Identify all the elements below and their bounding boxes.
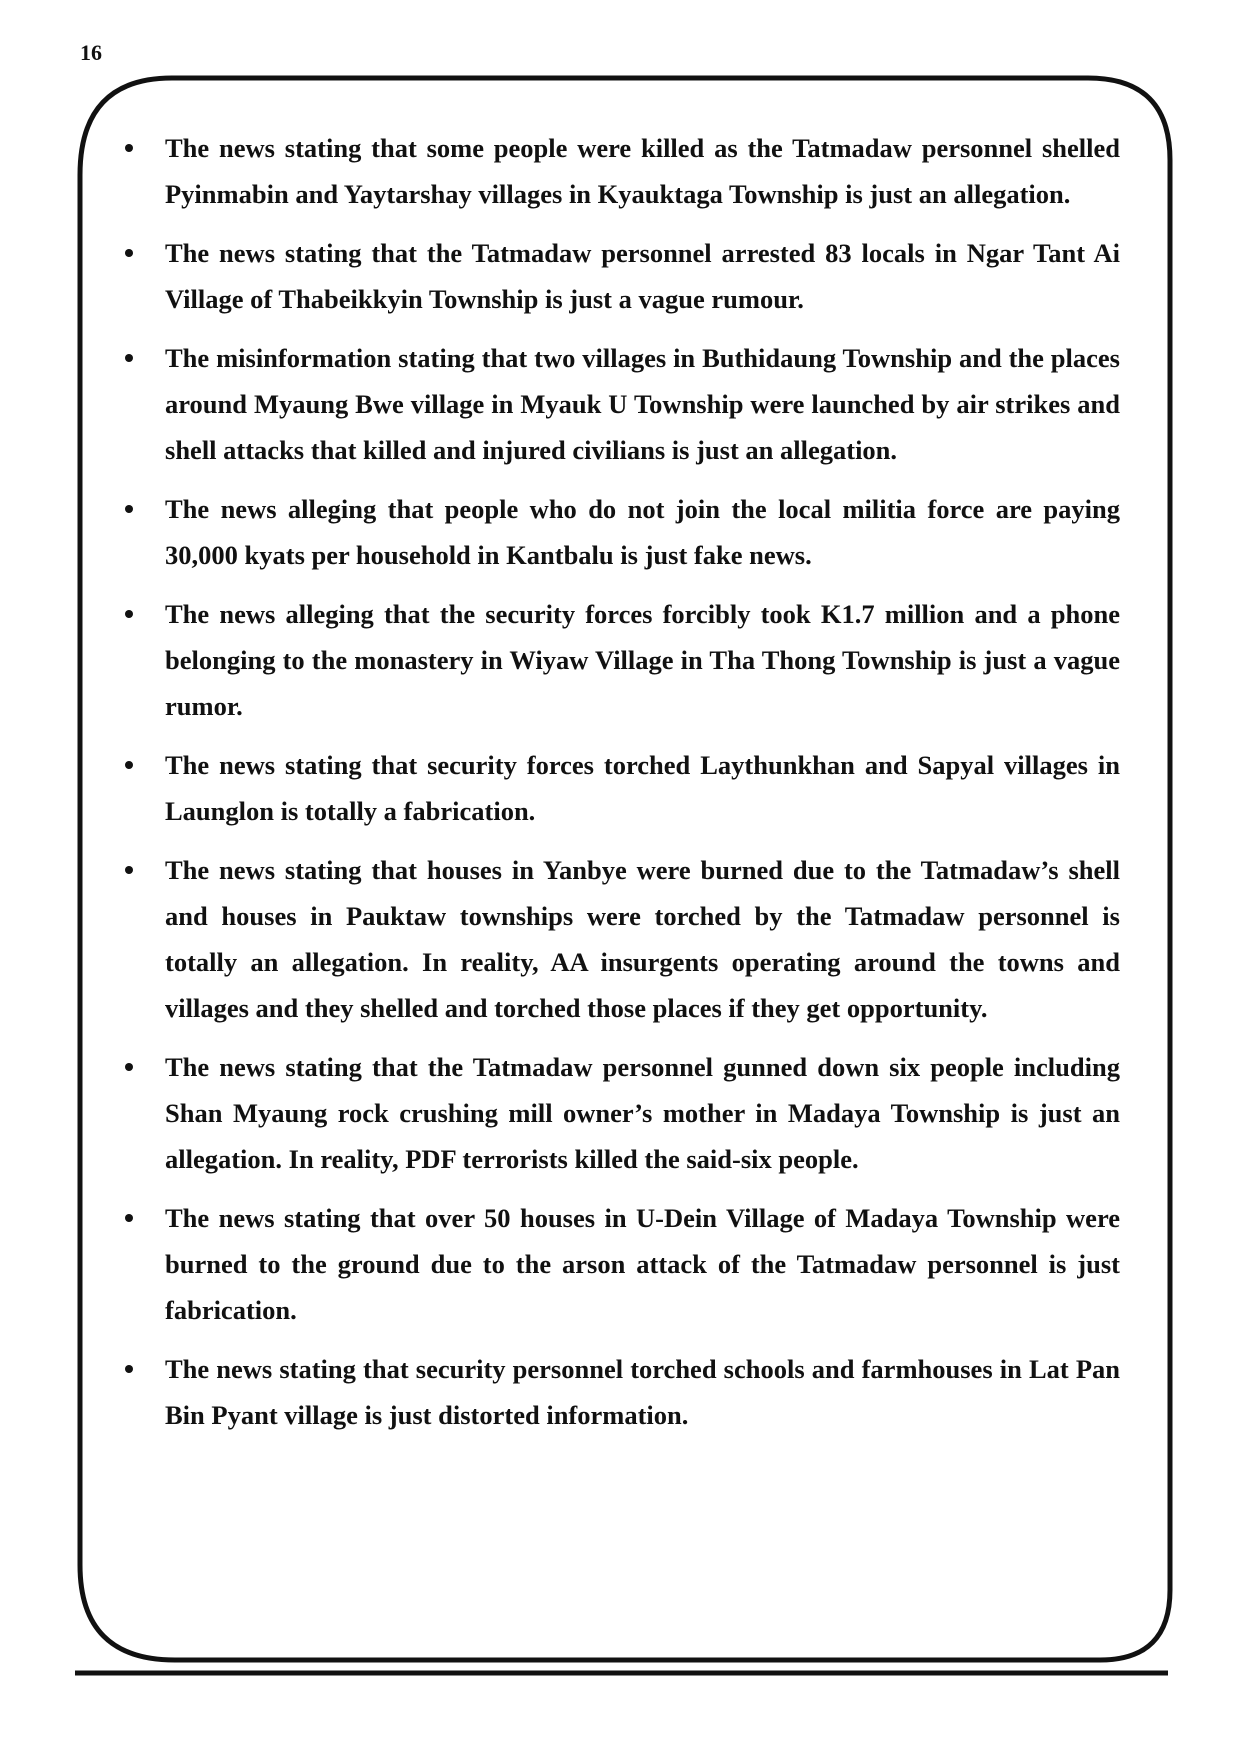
news-rebuttal-list [120,125,1120,1451]
list-item [120,486,1120,578]
list-item-text: The news stating that some people were killed as the Tatmadaw personnel shelled Pyinmabin and Yaytarshay villages in Kyauktaga Township is just an allegation. [165,133,1120,209]
bullet-icon [125,1063,133,1071]
list-item-text: The news stating that security forces torched Laythunkhan and Sapyal villages in Launglon is totally a fabrication. [165,750,1120,826]
list-item-text: The news alleging that the security forces forcibly took K1.7 million and a phone belonging to the monastery in Wiyaw Village in Tha Thong Township is just a vague rumor. [165,599,1120,721]
list-item [120,1346,1120,1438]
list-item-text: The news stating that houses in Yanbye were burned due to the Tatmadaw’s shell and houses in Pauktaw townships were torched by the Tatmadaw personnel is totally an allegation. In reality, AA insurgents operating around the towns and villages and they shelled and torched those places if they get opportunity. [165,855,1120,1023]
bullet-icon [125,249,133,257]
list-item [120,847,1120,1031]
list-item-text: The misinformation stating that two villages in Buthidaung Township and the places around Myaung Bwe village in Myauk U Township were launched by air strikes and shell attacks that killed and injured civilians is just an allegation. [165,343,1120,465]
bullet-icon [125,354,133,362]
list-item [120,230,1120,322]
list-item-text: The news stating that security personnel torched schools and farmhouses in Lat Pan Bin Pyant village is just distorted information. [165,1354,1120,1430]
list-item [120,1195,1120,1333]
list-item-text: The news stating that over 50 houses in U-Dein Village of Madaya Township were burned to the ground due to the arson attack of the Tatmadaw personnel is just fabrication. [165,1203,1120,1325]
bullet-icon [125,505,133,513]
bullet-icon [125,610,133,618]
list-item-text: The news stating that the Tatmadaw personnel arrested 83 locals in Ngar Tant Ai Village of Thabeikkyin Township is just a vague rumour. [165,238,1120,314]
list-item-text: The news stating that the Tatmadaw personnel gunned down six people including Shan Myaung rock crushing mill owner’s mother in Madaya Township is just an allegation. In reality, PDF terrorists killed the said-six people. [165,1052,1120,1174]
list-item [120,591,1120,729]
list-item-text: The news alleging that people who do not join the local militia force are paying 30,000 kyats per household in Kantbalu is just fake news. [165,494,1120,570]
bullet-icon [125,866,133,874]
list-item [120,1044,1120,1182]
list-item [120,335,1120,473]
page-number: 16 [80,40,102,65]
bullet-icon [125,761,133,769]
list-item [120,125,1120,217]
bullet-icon [125,144,133,152]
bullet-icon [125,1365,133,1373]
bullet-icon [125,1214,133,1222]
list-item [120,742,1120,834]
